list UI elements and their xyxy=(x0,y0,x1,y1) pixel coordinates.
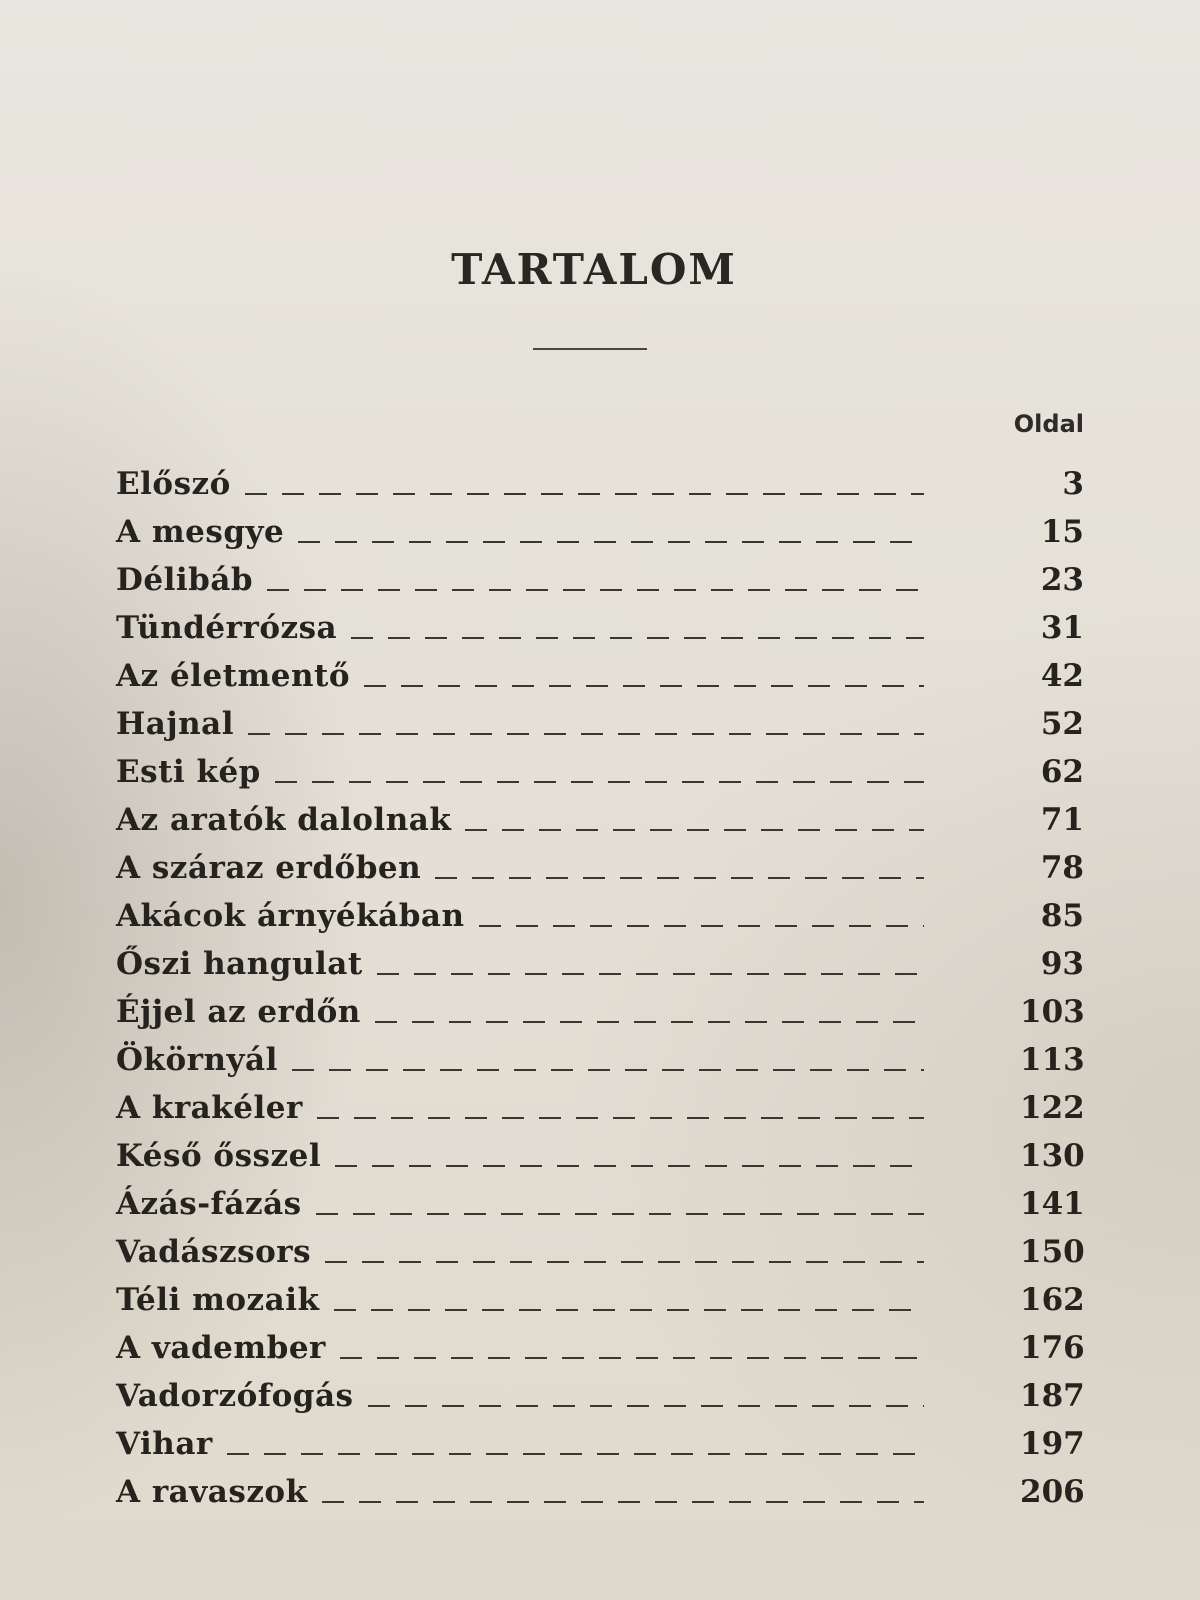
toc-entry-page-number: 141 xyxy=(1020,1186,1085,1222)
toc-entry-page-number: 197 xyxy=(1020,1426,1085,1462)
toc-entry xyxy=(116,940,1084,988)
dot-leader xyxy=(335,1165,924,1167)
toc-entry-title: A vadember xyxy=(116,1330,326,1366)
toc-entry-page-number: 78 xyxy=(1040,850,1084,886)
dot-leader xyxy=(292,1069,924,1071)
dot-leader xyxy=(267,589,924,591)
toc-entry-title: Ázás-fázás xyxy=(116,1186,302,1222)
toc-entry xyxy=(116,1036,1084,1084)
toc-entry-page-number: 176 xyxy=(1020,1330,1085,1366)
dot-leader xyxy=(375,1021,924,1023)
dot-leader xyxy=(368,1405,925,1407)
toc-entry-page-number: 42 xyxy=(1040,658,1084,694)
toc-entry-title: Délibáb xyxy=(116,562,254,598)
dot-leader xyxy=(322,1501,924,1503)
dot-leader xyxy=(340,1357,924,1359)
toc-entry-page-number: 122 xyxy=(1020,1090,1085,1126)
toc-entry-page-number: 15 xyxy=(1040,514,1084,550)
toc-entry-page-number: 187 xyxy=(1020,1378,1085,1414)
toc-entry-page-number: 93 xyxy=(1040,946,1084,982)
toc-entry-title: A ravaszok xyxy=(116,1474,308,1510)
dot-leader xyxy=(479,925,924,927)
toc-entry-page-number: 31 xyxy=(1040,610,1084,646)
toc-entry-title: Esti kép xyxy=(116,754,261,790)
toc-entry-title: Előszó xyxy=(116,466,231,502)
dot-leader xyxy=(325,1261,924,1263)
toc-entry xyxy=(116,1228,1084,1276)
toc-entry-page-number: 85 xyxy=(1040,898,1084,934)
toc-entry xyxy=(116,988,1084,1036)
toc-entry-page-number: 23 xyxy=(1040,562,1084,598)
toc-entry-page-number: 162 xyxy=(1020,1282,1085,1318)
toc-entry xyxy=(116,556,1084,604)
dot-leader xyxy=(377,973,924,975)
dot-leader xyxy=(245,493,924,495)
toc-entry-title: Hajnal xyxy=(116,706,234,742)
toc-entry-page-number: 62 xyxy=(1040,754,1084,790)
toc-entry xyxy=(116,796,1084,844)
toc-entry xyxy=(116,1420,1084,1468)
toc-entry xyxy=(116,748,1084,796)
toc-entry-title: Vihar xyxy=(116,1426,213,1462)
toc-entry xyxy=(116,844,1084,892)
toc-entry xyxy=(116,1372,1084,1420)
toc-entry-title: Késő ősszel xyxy=(116,1138,322,1174)
table-of-contents xyxy=(116,460,1084,1516)
toc-entry-title: Az életmentő xyxy=(116,658,351,694)
toc-entry xyxy=(116,892,1084,940)
dot-leader xyxy=(364,685,924,687)
toc-entry-page-number: 103 xyxy=(1020,994,1085,1030)
dot-leader xyxy=(334,1309,924,1311)
dot-leader xyxy=(435,877,924,879)
toc-entry xyxy=(116,508,1084,556)
toc-entry xyxy=(116,652,1084,700)
toc-entry-title: Ökörnyál xyxy=(116,1042,278,1078)
toc-entry xyxy=(116,1276,1084,1324)
toc-entry-title: Az aratók dalolnak xyxy=(116,802,452,838)
title-rule xyxy=(533,348,647,350)
dot-leader xyxy=(351,637,924,639)
toc-entry-title: A mesgye xyxy=(116,514,285,550)
toc-entry xyxy=(116,700,1084,748)
toc-entry-title: Akácok árnyékában xyxy=(116,898,465,934)
toc-entry-title: A krakéler xyxy=(116,1090,303,1126)
toc-entry xyxy=(116,1324,1084,1372)
dot-leader xyxy=(465,829,924,831)
page-column-header: Oldal xyxy=(1013,410,1084,438)
toc-entry xyxy=(116,1132,1084,1180)
toc-entry-title: A száraz erdőben xyxy=(116,850,422,886)
toc-entry-title: Tündérrózsa xyxy=(116,610,338,646)
toc-entry-page-number: 52 xyxy=(1040,706,1084,742)
toc-entry-title: Éjjel az erdőn xyxy=(116,994,361,1030)
toc-entry-page-number: 113 xyxy=(1020,1042,1085,1078)
dot-leader xyxy=(275,781,924,783)
dot-leader xyxy=(227,1453,924,1455)
toc-entry-page-number: 71 xyxy=(1040,802,1084,838)
toc-entry-title: Őszi hangulat xyxy=(116,946,363,982)
toc-entry xyxy=(116,1468,1084,1516)
toc-entry-page-number: 150 xyxy=(1020,1234,1085,1270)
toc-entry xyxy=(116,1084,1084,1132)
toc-entry-page-number: 130 xyxy=(1020,1138,1085,1174)
toc-entry xyxy=(116,1180,1084,1228)
toc-entry xyxy=(116,604,1084,652)
dot-leader xyxy=(316,1213,924,1215)
toc-entry-title: Vadászsors xyxy=(116,1234,312,1270)
page-title: TARTALOM xyxy=(451,245,737,294)
toc-entry-title: Vadorzófogás xyxy=(116,1378,354,1414)
toc-entry-title: Téli mozaik xyxy=(116,1282,320,1318)
toc-entry-page-number: 3 xyxy=(1062,466,1084,502)
toc-entry xyxy=(116,460,1084,508)
dot-leader xyxy=(298,541,924,543)
dot-leader xyxy=(317,1117,924,1119)
dot-leader xyxy=(248,733,924,735)
toc-entry-page-number: 206 xyxy=(1020,1474,1085,1510)
